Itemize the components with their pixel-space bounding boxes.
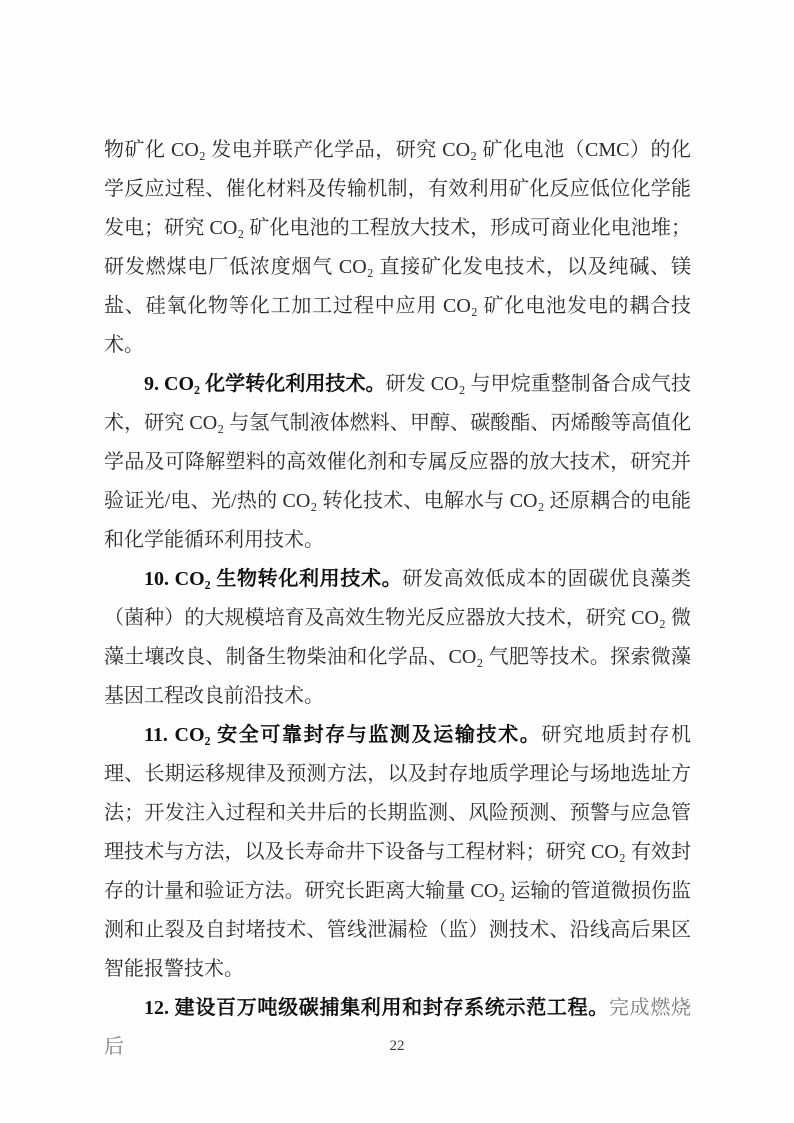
- paragraph-lead: 11. CO₂ 安全可靠封存与监测及运输技术。: [144, 724, 542, 746]
- page-number: 22: [389, 1038, 405, 1054]
- paragraph-text: 完成燃烧后: [104, 997, 692, 1058]
- paragraph-lead: 9. CO₂ 化学转化利用技术。: [144, 373, 386, 395]
- paragraph-text: 研究地质封存机理、长期运移规律及预测方法，以及封存地质学理论与场地选址方法；开发注入过程和关井后的长期监测、风险预测、预警与应急管理技术与方法，以及长寿命井下设备与工程材料；研究 CO₂ 有效封存的计量和验证方法。研究长距离大输量 CO₂ 运输的管道微损伤监测和止裂及自封堵技术、管线泄漏检（监）测技术、沿线高后果区智能报警技术。: [104, 724, 691, 980]
- paragraph-text: 研发高效低成本的固碳优良藻类（菌种）的大规模培育及高效生物光反应器放大技术，研究 CO₂ 微藻土壤改良、制备生物柴油和化学品、CO₂ 气肥等技术。探索微藻基因工程改良前沿技术。: [104, 568, 692, 707]
- paragraph-text: 研发 CO₂ 与甲烷重整制备合成气技术，研究 CO₂ 与氢气制液体燃料、甲醇、碳酸酯、丙烯酸等高值化学品及可降解塑料的高效催化剂和专属反应器的放大技术，研究并验证光/电、光/热的 CO₂ 转化技术、电解水与 CO₂ 还原耦合的电能和化学能循环利用技术。: [104, 373, 691, 551]
- paragraph-item-9: [104, 365, 691, 560]
- paragraph-lead: 12. 建设百万吨级碳捕集利用和封存系统示范工程。: [144, 997, 609, 1019]
- paragraph-item-11: [104, 716, 691, 989]
- paragraph-item-10: [104, 560, 691, 716]
- paragraph-lead: 10. CO₂ 生物转化利用技术。: [144, 568, 403, 590]
- paragraph-continuation: [104, 131, 691, 365]
- text-content: [104, 131, 691, 1067]
- paragraph-text: 物矿化 CO₂ 发电并联产化学品，研究 CO₂ 矿化电池（CMC）的化学反应过程、催化材料及传输机制，有效利用矿化反应低位化学能发电；研究 CO₂ 矿化电池的工程放大技术，形成可商业化电池堆；研发燃煤电厂低浓度烟气 CO₂ 直接矿化发电技术，以及纯碱、镁盐、硅氧化物等化工加工过程中应用 CO₂ 矿化电池发电的耦合技术。: [104, 139, 691, 356]
